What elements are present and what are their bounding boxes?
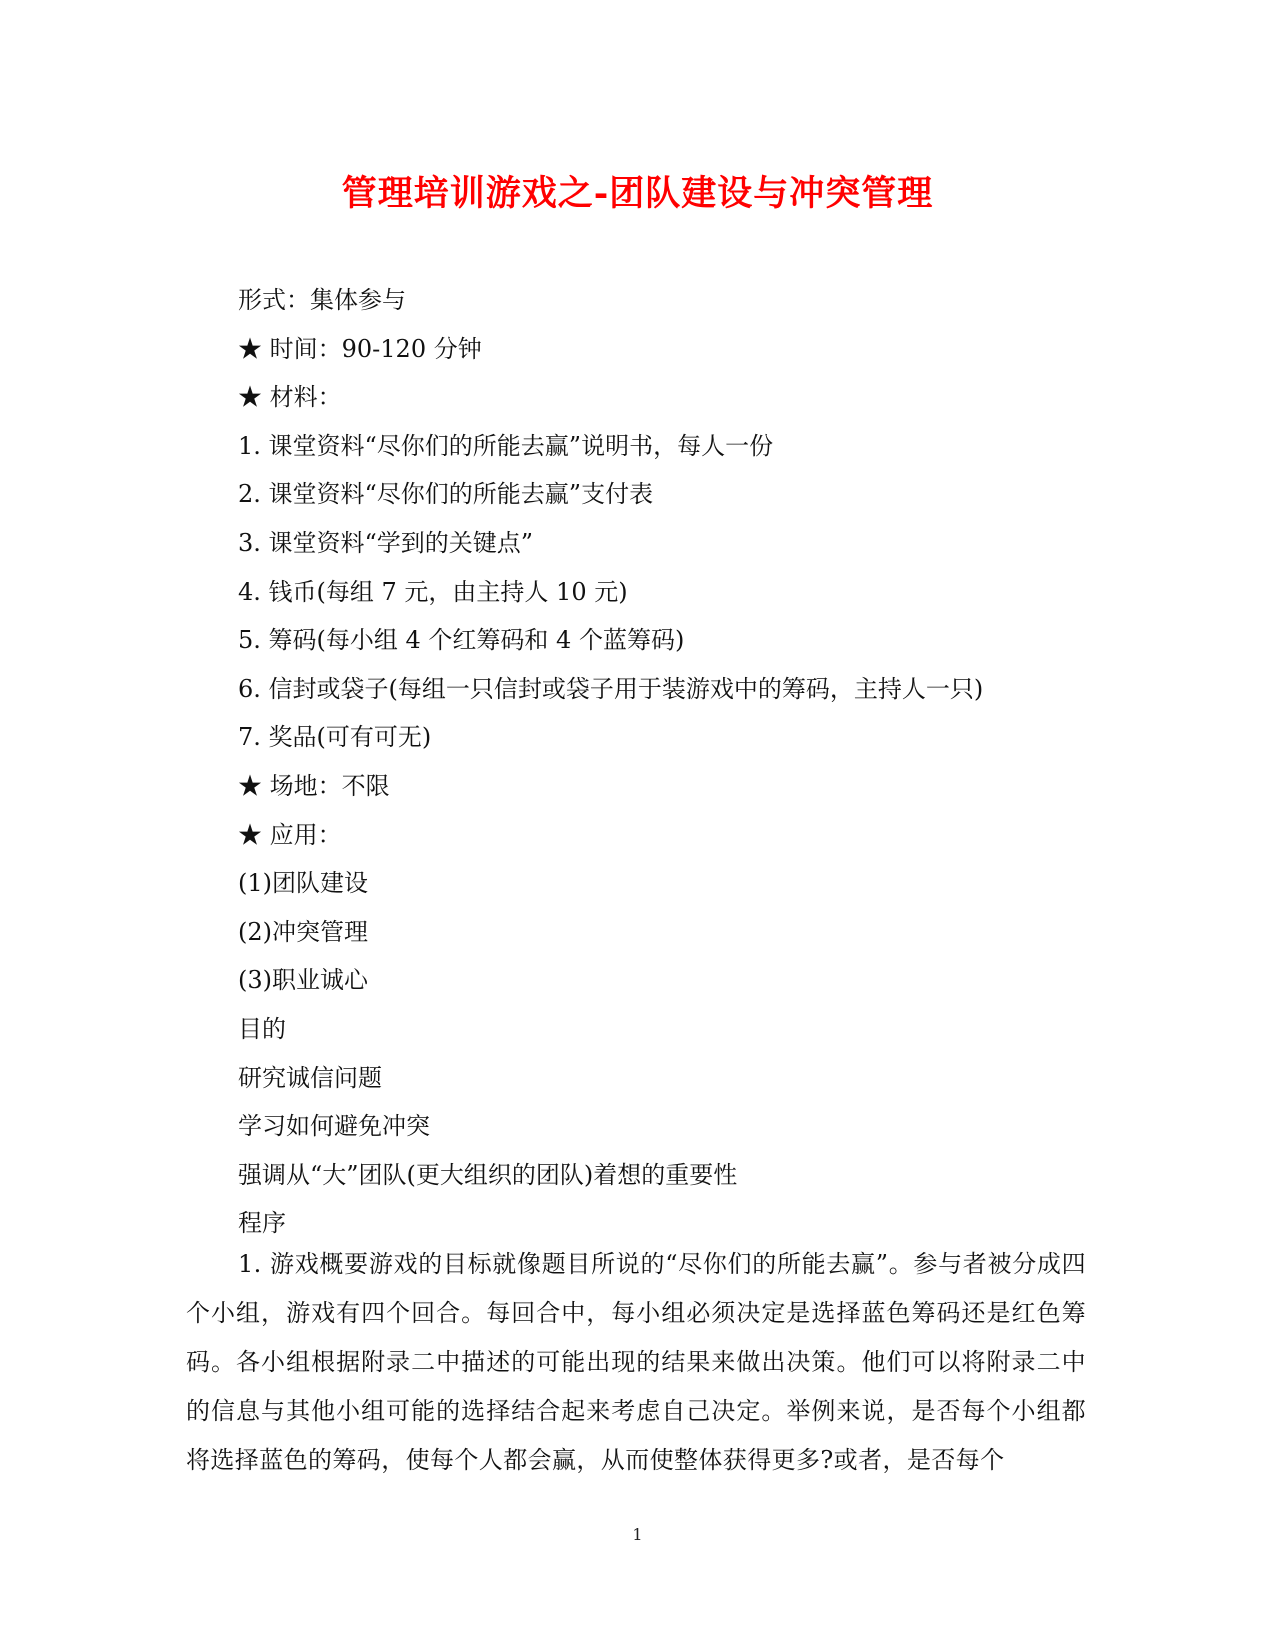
application-heading: ★ 应用： [238,820,342,849]
material-item: 1. 课堂资料“尽你们的所能去赢”说明书，每人一份 [238,431,774,460]
purpose-item: 研究诚信问题 [238,1063,382,1092]
procedure-heading: 程序 [238,1209,286,1238]
material-item: 7. 奖品(可有可无) [238,723,432,752]
document-title: 管理培训游戏之-团队建设与冲突管理 [341,173,934,214]
page-number: 1 [632,1525,643,1544]
application-item: (2)冲突管理 [238,917,368,946]
venue-line: ★ 场地：不限 [238,771,390,800]
procedure-paragraph: 1. 游戏概要游戏的目标就像题目所说的“尽你们的所能去赢”。参与者被分成四个小组，游戏有四个回合。每回合中，每小组必须决定是选择蓝色筹码还是红色筹码。各小组根据附录二中描述的可能出现的结果来做出决策。他们可以将附录二中的信息与其他小组可能的选择结合起来考虑自己决定。举例来说，是否每个小组都将选择蓝色的筹码，使每个人都会赢，从而使整体获得更多?或者，是否每个 [186,1250,1086,1474]
material-item: 6. 信封或袋子(每组一只信封或袋子用于装游戏中的筹码，主持人一只) [238,674,984,703]
application-item: (3)职业诚心 [238,966,368,995]
material-item: 3. 课堂资料“学到的关键点” [238,528,534,557]
application-item: (1)团队建设 [238,869,368,898]
material-item: 2. 课堂资料“尽你们的所能去赢”支付表 [238,480,654,509]
materials-heading: ★ 材料： [238,383,342,412]
purpose-item: 强调从“大”团队(更大组织的团队)着想的重要性 [238,1160,738,1189]
document-body [238,276,1098,1248]
material-item: 4. 钱币(每组 7 元，由主持人 10 元) [238,577,628,606]
format-line: 形式：集体参与 [238,286,406,314]
purpose-item: 学习如何避免冲突 [238,1112,430,1141]
time-line: ★ 时间：90-120 分钟 [238,334,482,363]
material-item: 5. 筹码(每小组 4 个红筹码和 4 个蓝筹码) [238,626,685,655]
purpose-heading: 目的 [238,1014,286,1043]
